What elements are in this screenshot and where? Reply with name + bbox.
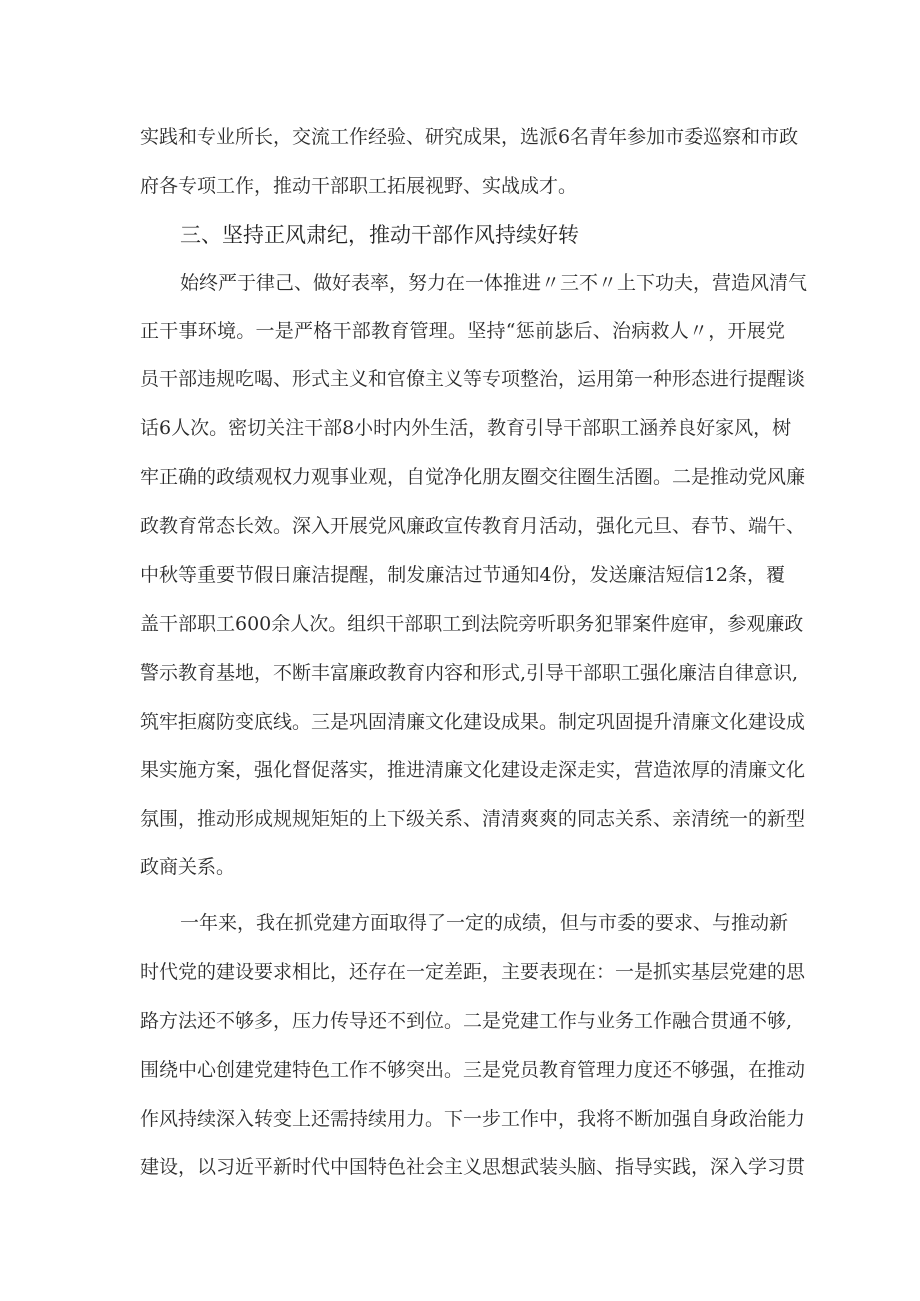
paragraph-line: 政商关系。 xyxy=(140,856,236,878)
paragraph-line: 警示教育基地，不断丰富廉政教育内容和形式,引导干部职工强化廉洁自律意识, xyxy=(140,662,799,684)
paragraph-line: 建设，以习近平新时代中国特色社会主义思想武装头脑、指导实践，深入学习贯 xyxy=(140,1156,806,1178)
paragraph-line: 围绕中心创建党建特色工作不够突出。三是党员教育管理力度还不够强，在推动 xyxy=(140,1059,806,1081)
paragraph-line: 作风持续深入转变上还需持续用力。下一步工作中，我将不断加强自身政治能力 xyxy=(140,1108,806,1130)
paragraph-line: 正干事环境。一是严格干部教育管理。坚持“惩前毖后、治病救人〃，开展党 xyxy=(140,320,785,342)
paragraph-line: 始终严于律己、做好表率，努力在一体推进〃三不〃上下功夫，营造风清气 xyxy=(180,272,808,294)
paragraph-line: 一年来，我在抓党建方面取得了一定的成绩，但与市委的要求、与推动新 xyxy=(180,912,789,934)
paragraph-line: 府各专项工作，推动干部职工拓展视野、实战成才。 xyxy=(140,175,578,197)
paragraph-line: 政教育常态长效。深入开展党风廉政宣传教育月活动，强化元旦、春节、端午、 xyxy=(140,515,806,537)
paragraph-line: 实践和专业所长，交流工作经验、研究成果，选派6名青年参加市委巡察和市政 xyxy=(140,126,799,148)
paragraph-line: 筑牢拒腐防变底线。三是巩固清廉文化建设成果。制定巩固提升清廉文化建设成 xyxy=(140,711,806,733)
paragraph-line: 氛围，推动形成规规矩矩的上下级关系、清清爽爽的同志关系、亲清统一的新型 xyxy=(140,808,806,830)
paragraph-line: 盖干部职工600余人次。组织干部职工到法院旁听职务犯罪案件庭审，参观廉政 xyxy=(140,613,804,635)
paragraph-line: 员干部违规吃喝、形式主义和官僚主义等专项整治，运用第一种形态进行提醒谈 xyxy=(140,368,806,390)
paragraph-line: 话6人次。密切关注干部8小时内外生活，教育引导干部职工涵养良好家风，树 xyxy=(140,417,792,439)
paragraph-line: 时代党的建设要求相比，还存在一定差距，主要表现在：一是抓实基层党建的思 xyxy=(140,961,806,983)
paragraph-line: 中秋等重要节假日廉洁提醒，制发廉洁过节通知4份，发送廉洁短信12条，覆 xyxy=(140,564,785,586)
paragraph-line: 路方法还不够多，压力传导还不到位。二是党建工作与业务工作融合贯通不够, xyxy=(140,1010,793,1032)
section-heading: 三、坚持正风肃纪，推动干部作风持续好转 xyxy=(180,223,579,247)
paragraph-line: 果实施方案，强化督促落实，推进清廉文化建设走深走实，营造浓厚的清廉文化 xyxy=(140,759,806,781)
paragraph-line: 牢正确的政绩观权力观事业观，自觉净化朋友圈交往圈生活圈。二是推动党风廉 xyxy=(140,466,806,488)
